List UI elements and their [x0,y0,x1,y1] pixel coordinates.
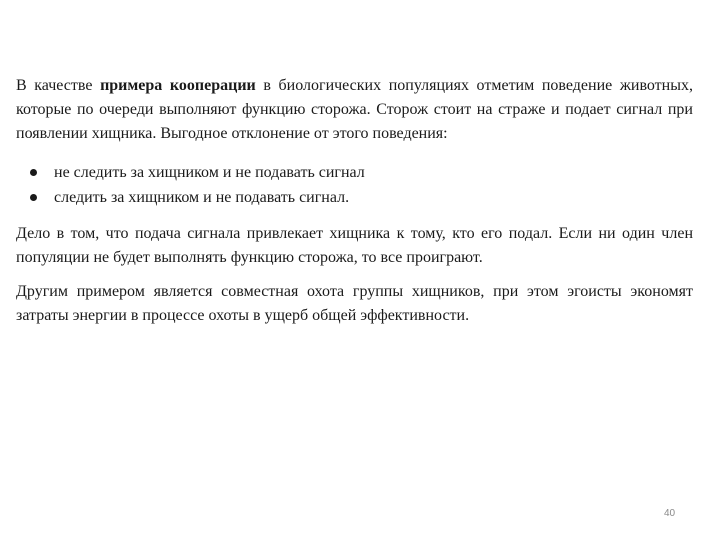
list-item-text: не следить за хищником и не подавать сигнал [54,164,365,181]
page-number: 40 [664,508,676,519]
paragraph-cooperation-example [16,74,693,146]
paragraph1-rest-text: в биологических популяциях отметим поведение животных, которые по очереди выполняют функцию сторожа. Сторож стоит на страже и подает сигнал при появлении хищника. Выгодное отклонение от этого поведения: [16,77,693,142]
paragraph1-lead-text: В качестве [16,77,101,94]
list-item [16,185,693,210]
paragraph-signal-explanation: Дело в том, что подача сигнала привлекает хищника к тому, кто его подал. Если ни один член популяции не будет выполнять функцию сторожа, то все проиграют. [16,225,693,266]
list-item-text: следить за хищником и не подавать сигнал. [54,189,350,206]
deviation-list [16,160,693,210]
paragraph1-bold-term: примера кооперации [100,77,256,94]
bullet-icon [30,169,37,176]
list-item [16,160,693,185]
slide-content [16,74,693,328]
bullet-icon [30,194,37,201]
paragraph-hunting-example: Другим примером является совместная охота группы хищников, при этом эгоисты экономят затраты энергии в процессе охоты в ущерб общей эффективности. [16,283,693,324]
